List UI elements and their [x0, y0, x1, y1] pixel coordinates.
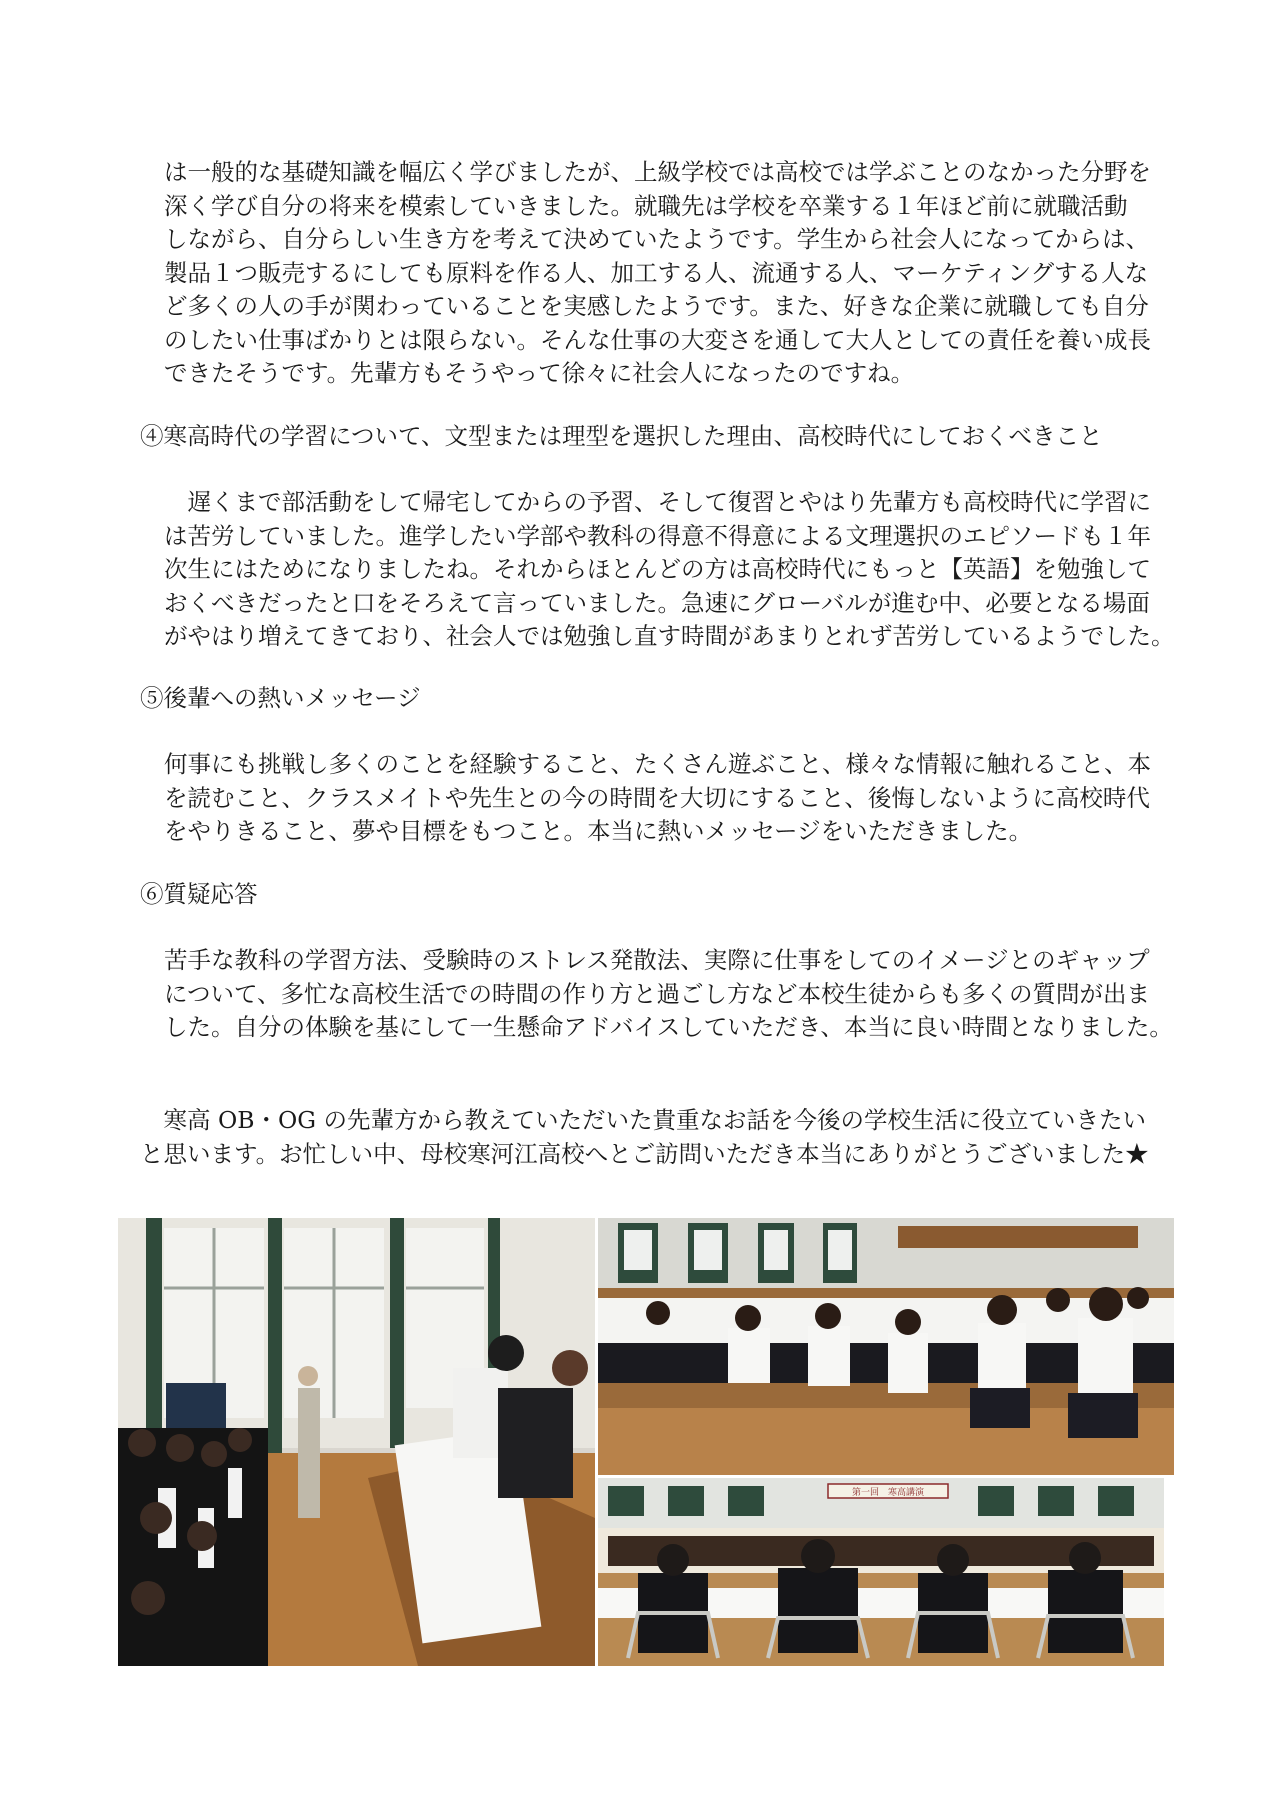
text-line: を読むこと、クラスメイトや先生との今の時間を大切にすること、後悔しないように高校時代 [164, 783, 1150, 812]
panel-in-gymnasium-photo [598, 1478, 1164, 1666]
text-line: 寒高 OB・OG の先輩方から教えていただいた貴重なお話を今後の学校生活に役立ていきたい [140, 1106, 1147, 1134]
section6-paragraph [164, 944, 1173, 1045]
text-line: 製品１つ販売するにしても原料を作る人、加工する人、流通する人、マーケティングする人な [164, 258, 1149, 287]
text-line: と思います。お忙しい中、母校寒河江高校へとご訪問いただき本当にありがとうございました★ [140, 1139, 1149, 1168]
text-line: をやりきること、夢や目標をもつこと。本当に熱いメッセージをいただきました。 [164, 817, 1033, 845]
text-line: 遅くまで部活動をして帰宅してからの予習、そして復習とやはり先輩方も高校時代に学習に [164, 488, 1151, 516]
text-line: した。自分の体験を基にして一生懸命アドバイスしていただき、本当に良い時間となりました。 [164, 1013, 1173, 1041]
section5-paragraph [164, 748, 1164, 849]
section3-paragraph [164, 156, 1164, 391]
section4-heading: ④寒高時代の学習について、文型または理型を選択した理由、高校時代にしておくべきこと [140, 422, 1103, 450]
gym-banner-text: 第一回 寒高講演 [851, 1488, 925, 1498]
text-line: 次生にはためになりましたね。それからほとんどの方は高校時代にもっと【英語】を勉強して [164, 555, 1151, 583]
text-line: 何事にも挑戦し多くのことを経験すること、たくさん遊ぶこと、様々な情報に触れること、本 [164, 750, 1151, 778]
seated-students-photo [598, 1218, 1174, 1475]
section6-heading: ⑥質疑応答 [140, 880, 258, 908]
text-line: は苦労していました。進学したい学部や教科の得意不得意による文理選択のエピソードも１年 [164, 521, 1151, 550]
text-line: 深く学び自分の将来を模索していきました。就職先は学校を卒業する１年ほど前に就職活動 [164, 191, 1128, 220]
text-line: のしたい仕事ばかりとは限らない。そんな仕事の大変さを通して大人としての責任を養い成長 [164, 325, 1151, 354]
text-line: しながら、自分らしい生き方を考えて決めていたようです。学生から社会人になってからは、 [164, 225, 1150, 253]
speaker-at-podium-photo [118, 1218, 595, 1666]
text-line: おくべきだったと口をそろえて言っていました。急速にグローバルが進む中、必要となる場面 [164, 588, 1150, 617]
text-line: がやはり増えてきており、社会人では勉強し直す時間があまりとれず苦労しているようでした。 [164, 622, 1175, 650]
section5-heading: ⑤後輩への熱いメッセージ [140, 684, 421, 712]
text-line: 苦手な教科の学習方法、受験時のストレス発散法、実際に仕事をしてのイメージとのギャップ [164, 946, 1150, 974]
closing-paragraph [140, 1104, 1180, 1171]
text-line: について、多忙な高校生活での時間の作り方と過ごし方など本校生徒からも多くの質問が出ま [164, 979, 1151, 1008]
text-line: できたそうです。先輩方もそうやって徐々に社会人になったのですね。 [164, 359, 915, 387]
text-line: は一般的な基礎知識を幅広く学びましたが、上級学校では高校では学ぶことのなかった分野を [164, 158, 1151, 186]
section4-paragraph [164, 486, 1175, 654]
text-line: ど多くの人の手が関わっていることを実感したようです。また、好きな企業に就職しても自分 [164, 292, 1149, 320]
